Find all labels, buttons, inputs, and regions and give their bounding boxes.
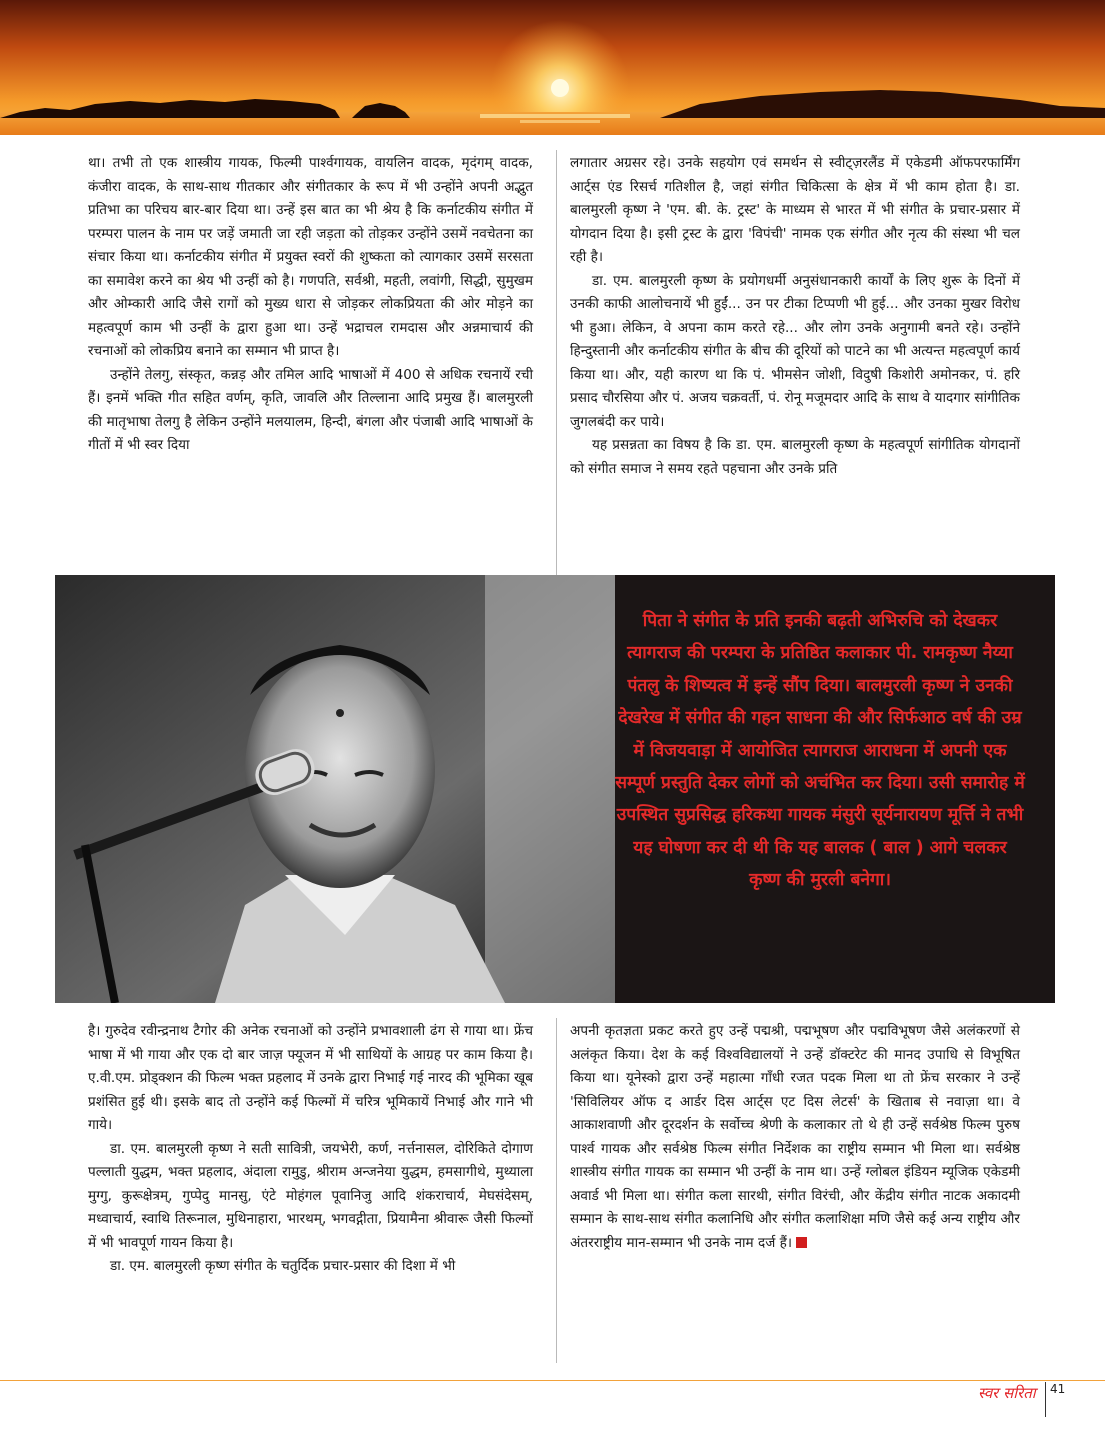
- paragraph: [570, 1020, 1020, 1255]
- column-divider: [556, 150, 557, 575]
- paragraph: डा. एम. बालमुरली कृष्ण संगीत के चतुर्दिक प्रचार-प्रसार की दिशा में भी: [110, 1258, 456, 1274]
- paragraph: उन्होंने तेलगु, संस्कृत, कन्नड़ और तमिल आदि भाषाओं में 400 से अधिक रचनायें रची हैं। इनमें भक्ति गीत सहित वर्णम्, कृति, जावलि और तिल्लाना आदि प्रमुख हैं। बालमुरली की मातृभाषा तेलगु है लेकिन उन्होंने मलयालम, हिन्दी, बंगला और पंजाबी आदि भाषाओं के गीतों में भी स्वर दिया: [88, 366, 533, 453]
- feature-photo-panel: [55, 575, 1055, 1003]
- paragraph: यह प्रसन्नता का विषय है कि डा. एम. बालमुरली कृष्ण के महत्वपूर्ण सांगीतिक योगदानों को संगीत समाज ने समय रहते पहचाना और उनके प्रति: [570, 437, 1020, 477]
- footer-rule: [0, 1380, 1105, 1381]
- singer-portrait-photo: [55, 575, 615, 1003]
- pull-quote: पिता ने संगीत के प्रति इनकी बढ़ती अभिरुचि को देखकर त्यागराज की परम्परा के प्रतिष्ठित कलाकार पी. रामकृष्ण नैय्या पंतलु के शिष्यत्व में इन्हें सौंप दिया। बालमुरली कृष्ण ने उनकी देखरेख में संगीत की गहन साधना की और सिर्फआठ वर्ष की उम्र में विजयवाड़ा में आयोजित त्यागराज आराधना में अपनी एक सम्पूर्ण प्रस्तुति देकर लोगों को अचंभित कर दिया। उसी समारोह में उपस्थित सुप्रसिद्ध हरिकथा गायक मंसुरी सूर्यनारायण मूर्त्ति ने तभी यह घोषणा कर दी थी कि यह बालक ( बाल ) आगे चलकर कृष्ण की मुरली बनेगा।: [615, 611, 1025, 891]
- paragraph: था। तभी तो एक शास्त्रीय गायक, फिल्मी पार्श्वगायक, वायलिन वादक, मृदंगम् वादक, कंजीरा वादक, के साथ-साथ गीतकार और संगीतकार के रूप में भी उन्होंने अपनी अद्भुत प्रतिभा का परिचय बार-बार दिया था। उन्हें इस बात का भी श्रेय है कि कर्नाटकीय संगीत में परम्परा पालन के नाम पर जड़ें जमाती जा रही जड़ता को तोड़कर उन्होंने उसमें नवचेतना का संचार किया था। कर्नाटकीय संगीत में प्रयुक्त स्वरों की शुष्कता को त्यागकार उसमें सरसता का समावेश करने का श्रेय भी उन्हीं को है। गणपति, सर्वश्री, महती, लवांगी, सिद्धी, सुमुखम और ओम्कारी आदि जैसे रागों को मुख्य धारा से जोड़कर लोकप्रियता की ओर मोड़ने का महत्वपूर्ण काम भी उन्हीं के द्वारा हुआ था। उन्हें भद्राचल रामदास और अन्नमाचार्य की रचनाओं को लोकप्रिय बनाने का सम्मान भी प्राप्त है।: [88, 155, 533, 359]
- article-column-left-bottom: [88, 1020, 533, 1279]
- article-column-right-bottom: [570, 1020, 1020, 1255]
- page-number: 41: [1045, 1382, 1065, 1417]
- end-of-article-mark: [796, 1237, 807, 1248]
- closing-paragraph: अपनी कृतज्ञता प्रकट करते हुए उन्हें पद्मश्री, पद्मभूषण और पद्मविभूषण जैसे अलंकरणों से अलंकृत किया। देश के कई विश्वविद्यालयों ने उन्हें डॉक्टरेट की मानद उपाधि से विभूषित किया था। यूनेस्को द्वारा उन्हें महात्मा गाँधी रजत पदक मिला था तो फ्रेंच सरकार ने उन्हें 'सिविलियर ऑफ द आर्डर दिस आर्ट्स एट दिस लेटर्स' के खिताब से नवाज़ा था। वे आकाशवाणी और दूरदर्शन के सर्वोच्च श्रेणी के कलाकार तो थे ही उन्हें सर्वश्रेष्ठ फिल्म पुरुष पार्श्व गायक और सर्वश्रेष्ठ फिल्म संगीत निर्देशक का राष्ट्रीय सम्मान भी मिला था। सर्वश्रेष्ठ शास्त्रीय संगीत गायक का सम्मान भी उन्हीं के नाम था। उन्हें ग्लोबल इंडियन म्यूजिक एकेडमी अवार्ड भी मिला था। संगीत कला सारथी, संगीत विरंची, और केंद्रीय संगीत नाटक अकादमी सम्मान के साथ-साथ संगीत कलानिधि और संगीत कलाशिक्षा मणि जैसे कई अन्य राष्ट्रीय और अंतरराष्ट्रीय मान-सम्मान भी उनके नाम दर्ज हैं।: [570, 1023, 1020, 1251]
- sunset-banner-image: [0, 0, 1105, 135]
- article-column-left-top: [88, 152, 533, 458]
- paragraph: लगातार अग्रसर रहे। उनके सहयोग एवं समर्थन से स्वीट्ज़रलैंड में एकेडमी ऑफपरफार्मिंग आर्ट्स एंड रिसर्च गतिशील है, जहां संगीत चिकित्सा के क्षेत्र में भी काम होता है। डा. बालमुरली कृष्ण ने 'एम. बी. के. ट्रस्ट' के माध्यम से भारत में भी संगीत के प्रचार-प्रसार में योगदान दिया है। इसी ट्रस्ट के द्वारा 'विपंची' नामक एक संगीत और नृत्य की संस्था भी चल रही है।: [570, 155, 1020, 265]
- column-divider: [556, 1018, 557, 1363]
- magazine-name: स्वर सरिता: [978, 1384, 1036, 1402]
- article-column-right-top: [570, 152, 1020, 481]
- paragraph: डा. एम. बालमुरली कृष्ण के प्रयोगधर्मी अनुसंधानकारी कार्यों के लिए शुरू के दिनों में उनकी काफी आलोचनायें भी हुईं... उन पर टीका टिप्पणी भी हुई... और उनका मुखर विरोध भी हुआ। लेकिन, वे अपना काम करते रहे... और लोग उनके अनुगामी बनते रहे। उन्होंने हिन्दुस्तानी और कर्नाटकीय संगीत के बीच की दूरियों को पाटने का भी अत्यन्त महत्वपूर्ण कार्य किया था। और, यही कारण था कि पं. भीमसेन जोशी, विदुषी किशोरी अमोनकर, पं. हरि प्रसाद चौरसिया और पं. अजय चक्रवर्ती, पं. रोनू मजूमदार आदि के साथ वे यादगार सांगीतिक जुगलबंदी कर पाये।: [570, 272, 1020, 430]
- paragraph: डा. एम. बालमुरली कृष्ण ने सती सावित्री, जयभेरी, कर्ण, नर्त्तनासल, दोरिकिते दोगाण पल्लाती युद्धम, भक्त प्रहलाद, अंदाला रामुडु, श्रीराम अन्जनेया युद्धम, हमसागीथे, मुथ्याला मुग्गु, कुरूक्षेत्रम्, गुप्पेदु मानसु, एंटे मोहंगल पूवानिजु आदि शंकराचार्य, मेघसंदेसम्, मध्वाचार्य, स्वाथि तिरूनाल, मुथिनाहारा, भारथम्, भगवद्गीता, प्रियामैना श्रीवारू जैसी फिल्मों में भी भावपूर्ण गायन किया है।: [88, 1140, 533, 1251]
- paragraph: है। गुरुदेव रवीन्द्रनाथ टैगोर की अनेक रचनाओं को उन्होंने प्रभावशाली ढंग से गाया था। फ्रेंच भाषा में भी गाया और एक दो बार जाज़ फ्यूजन में भी साथियों के आग्रह पर काम किया है। ए.वी.एम. प्रोड्क्शन की फिल्म भक्त प्रहलाद में उनके द्वारा निभाई गई नारद की भूमिका खूब प्रशंसित हुई थी। इसके बाद तो उन्होंने कई फिल्मों में चरित्र भूमिकायें निभाई और गाने भी गाये।: [88, 1023, 533, 1133]
